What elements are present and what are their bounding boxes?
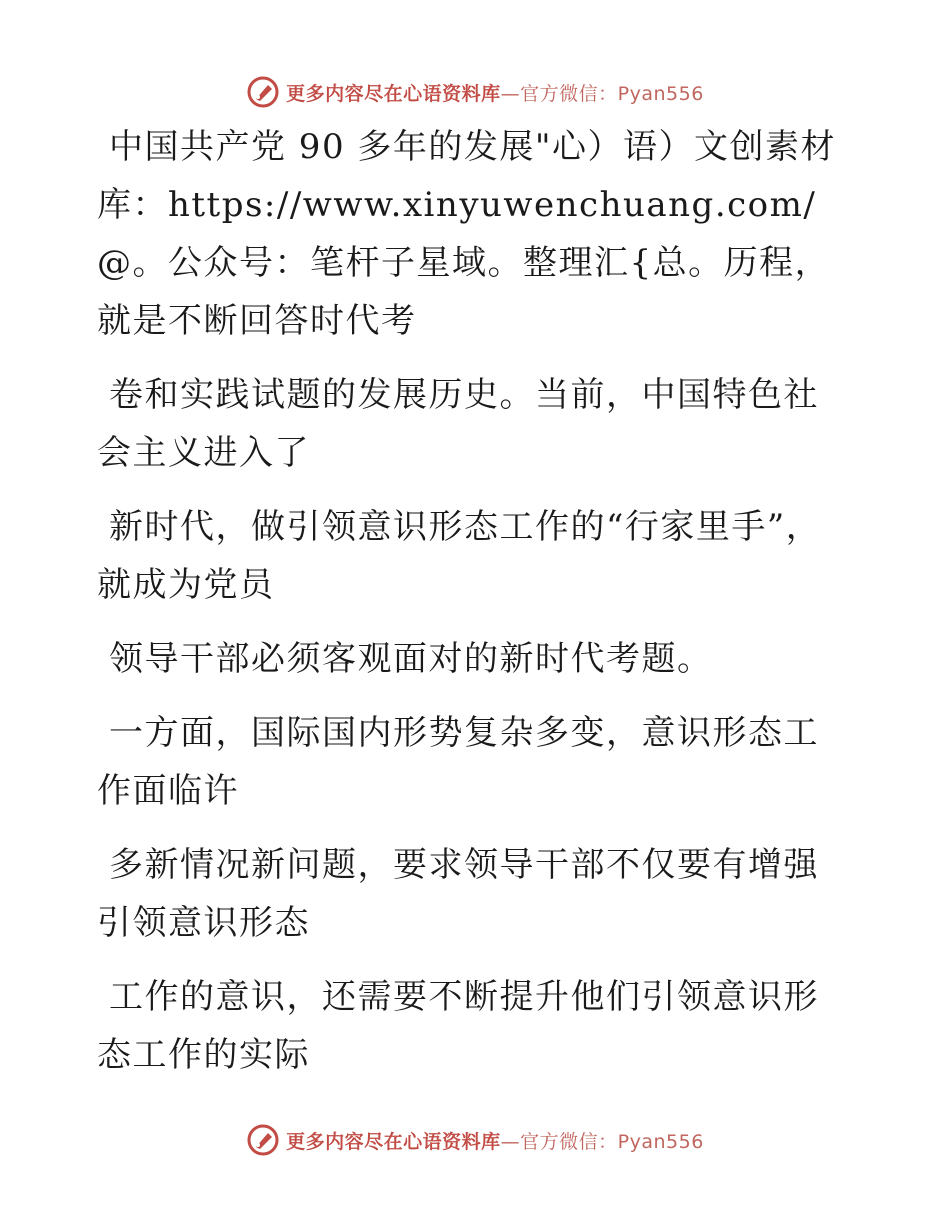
paragraph: 一方面，国际国内形势复杂多变，意识形态工作面临许 [97, 713, 819, 811]
paragraph: 多新情况新问题，要求领导干部不仅要有增强引领意识形态 [97, 845, 819, 943]
watermark-text [286, 1127, 704, 1154]
pen-nib-logo-icon [246, 75, 280, 109]
document-body [97, 118, 837, 1100]
watermark-sub-text: —官方微信：Pyan556 [500, 82, 704, 105]
paragraph: 中国共产党 90 多年的发展"心）语）文创素材库：https://www.xinyuwenchuang.com/@。公众号：笔杆子星域。整理汇{总。历程，就是不断回答时代考 [97, 127, 837, 341]
paragraph: 新时代，做引领意识形态工作的“行家里手”，就成为党员 [97, 507, 822, 605]
pen-nib-logo-icon [246, 1123, 280, 1157]
paragraph: 工作的意识，还需要不断提升他们引领意识形态工作的实际 [97, 977, 819, 1075]
watermark-main-text: 更多内容尽在心语资料库 [286, 1130, 501, 1153]
watermark-text [286, 79, 704, 106]
paragraph: 领导干部必须客观面对的新时代考题。 [109, 639, 713, 679]
header-watermark [0, 72, 950, 112]
footer-watermark [0, 1120, 950, 1160]
watermark-sub-text: —官方微信：Pyan556 [500, 1130, 704, 1153]
paragraph: 卷和实践试题的发展历史。当前，中国特色社会主义进入了 [97, 375, 819, 473]
watermark-main-text: 更多内容尽在心语资料库 [286, 82, 501, 105]
